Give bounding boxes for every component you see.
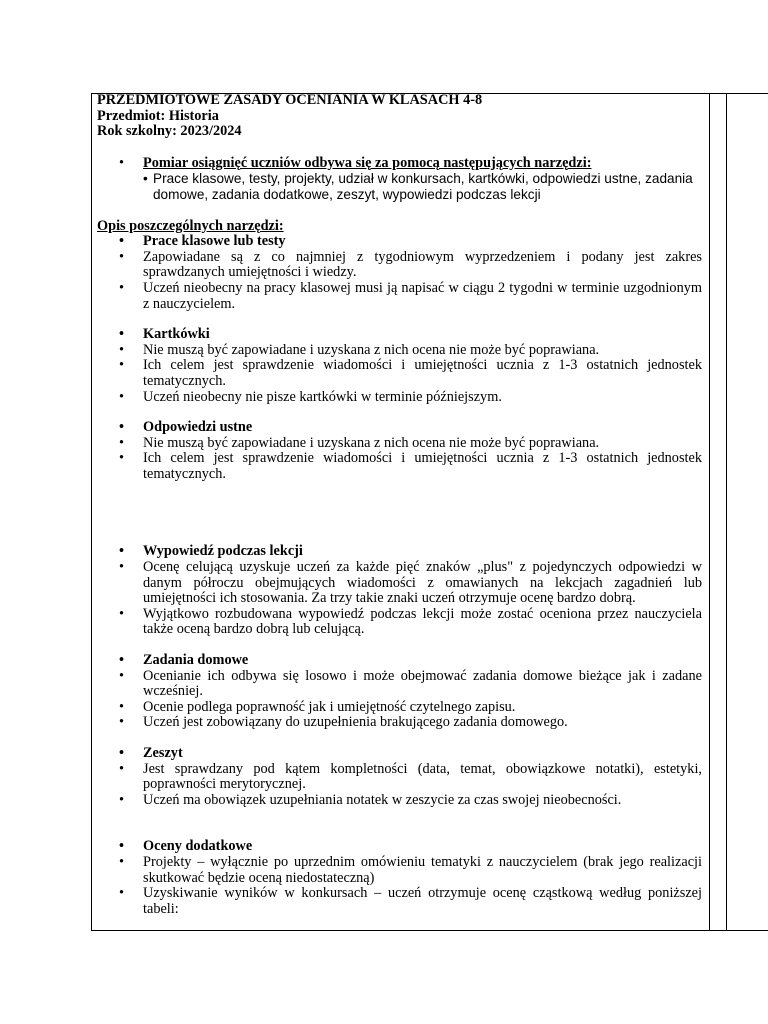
document-title: PRZEDMIOTOWE ZASADY OCENIANIA W KLASACH 4-8 [97, 92, 483, 108]
list-item: • Jest sprawdzany pod kątem kompletności (data, temat, obowiązkowe notatki), estetyki, poprawności merytorycznej. [119, 760, 702, 793]
section-title-odpowiedzi: • Odpowiedzi ustne [119, 419, 253, 436]
intro-heading: • Pomiar osiągnięć uczniów odbywa się za pomocą następujących narzędzi: [119, 154, 592, 171]
bullet-icon: • [119, 652, 125, 669]
bullet-icon: • [119, 341, 125, 358]
section-title-dodatkowe: • Oceny dodatkowe [119, 838, 253, 855]
section-title-zadania: • Zadania domowe [119, 652, 249, 669]
list-item: • Wyjątkowo rozbudowana wypowiedź podczas lekcji może zostać oceniona przez nauczyciela także oceną bardzo dobrą lub celującą. [119, 605, 702, 638]
section-title-wypowiedz: • Wypowiedź podczas lekcji [119, 543, 303, 560]
list-item: • Uczeń jest zobowiązany do uzupełnienia brakującego zadania domowego. [119, 714, 568, 731]
bullet-icon: • [119, 667, 125, 684]
list-item: • Ocenę celującą uzyskuje uczeń za każde pięć znaków „plus" z pojedynczych odpowiedzi w danym półroczu obejmujących wiadomości z omawianych na lekcjach zagadnień lub umiejętności ich stosowania. Za trzy takie znaki uczeń otrzymuje ocenę bardzo dobrą. [119, 559, 702, 607]
list-item: • Ich celem jest sprawdzenie wiadomości i umiejętności ucznia z 1-3 ostatnich jednostek tematycznych. [119, 450, 702, 482]
list-item: • Zapowiadane są z co najmniej z tygodniowym wyprzedzeniem i podany jest zakres sprawdzanych umiejętności i wiedzy. [119, 248, 702, 281]
section-title-kartkowki: • Kartkówki [119, 326, 210, 343]
list-item: • Uczeń ma obowiązek uzupełniania notatek w zeszycie za czas swojej nieobecności. [119, 791, 622, 808]
document-subject: Przedmiot: Historia [97, 107, 219, 124]
list-item: • Uczeń nieobecny na pracy klasowej musi ją napisać w ciągu 2 tygodni w terminie uzgodnionym z nauczycielem. [119, 279, 702, 312]
table-column-divider [726, 93, 727, 930]
bullet-icon: • [119, 853, 125, 870]
opis-heading: Opis poszczególnych narzędzi: [97, 217, 284, 234]
bullet-icon: • [119, 388, 125, 405]
bullet-icon: • [119, 559, 125, 576]
bullet-icon: • [119, 714, 125, 731]
bullet-icon: • [119, 698, 125, 715]
bullet-icon: • [119, 419, 125, 436]
table-column-divider [709, 93, 710, 930]
document-content [97, 93, 702, 917]
bullet-icon: • [119, 543, 125, 560]
section-title-prace: • Prace klasowe lub testy [119, 233, 286, 250]
section-title-zeszyt: • Zeszyt [119, 745, 183, 761]
bullet-icon: • [143, 171, 148, 187]
bullet-icon: • [119, 248, 125, 265]
bullet-icon: • [119, 605, 125, 622]
bullet-icon: • [119, 154, 125, 171]
list-item: • Ocenie podlega poprawność jak i umiejętność czytelnego zapisu. [119, 698, 516, 715]
bullet-icon: • [119, 450, 125, 467]
bullet-icon: • [119, 233, 125, 250]
bullet-icon: • [119, 885, 125, 902]
bullet-icon: • [119, 745, 125, 761]
bullet-icon: • [119, 326, 125, 343]
bullet-icon: • [119, 357, 125, 374]
list-item: • Nie muszą być zapowiadane i uzyskana z nich ocena nie może być poprawiana. [119, 341, 600, 358]
document-school-year: Rok szkolny: 2023/2024 [97, 123, 242, 140]
bullet-icon: • [119, 760, 125, 777]
bullet-icon: • [119, 279, 125, 296]
bullet-icon: • [119, 434, 125, 451]
list-item: • Projekty – wyłącznie po uprzednim omówieniu tematyki z nauczycielem (brak jego realizacji skutkować będzie oceną niedostateczną) [119, 853, 702, 886]
bullet-icon: • [119, 838, 125, 855]
list-item: • Ich celem jest sprawdzenie wiadomości i umiejętności ucznia z 1-3 ostatnich jednostek tematycznych. [119, 357, 702, 389]
bullet-icon: • [119, 791, 125, 808]
list-item: • Nie muszą być zapowiadane i uzyskana z nich ocena nie może być poprawiana. [119, 434, 600, 451]
list-item: • Uczeń nieobecny nie pisze kartkówki w terminie późniejszym. [119, 388, 502, 405]
list-item: • Ocenianie ich odbywa się losowo i może obejmować zadania domowe bieżące jak i zadane wcześniej. [119, 667, 702, 700]
intro-tools-list: • Prace klasowe, testy, projekty, udział w konkursach, kartkówki, odpowiedzi ustne, zadania domowe, zadania dodatkowe, zeszyt, wypowiedzi podczas lekcji [143, 171, 693, 202]
list-item: • Uzyskiwanie wyników w konkursach – uczeń otrzymuje ocenę cząstkową według poniższej tabeli: [119, 885, 702, 917]
